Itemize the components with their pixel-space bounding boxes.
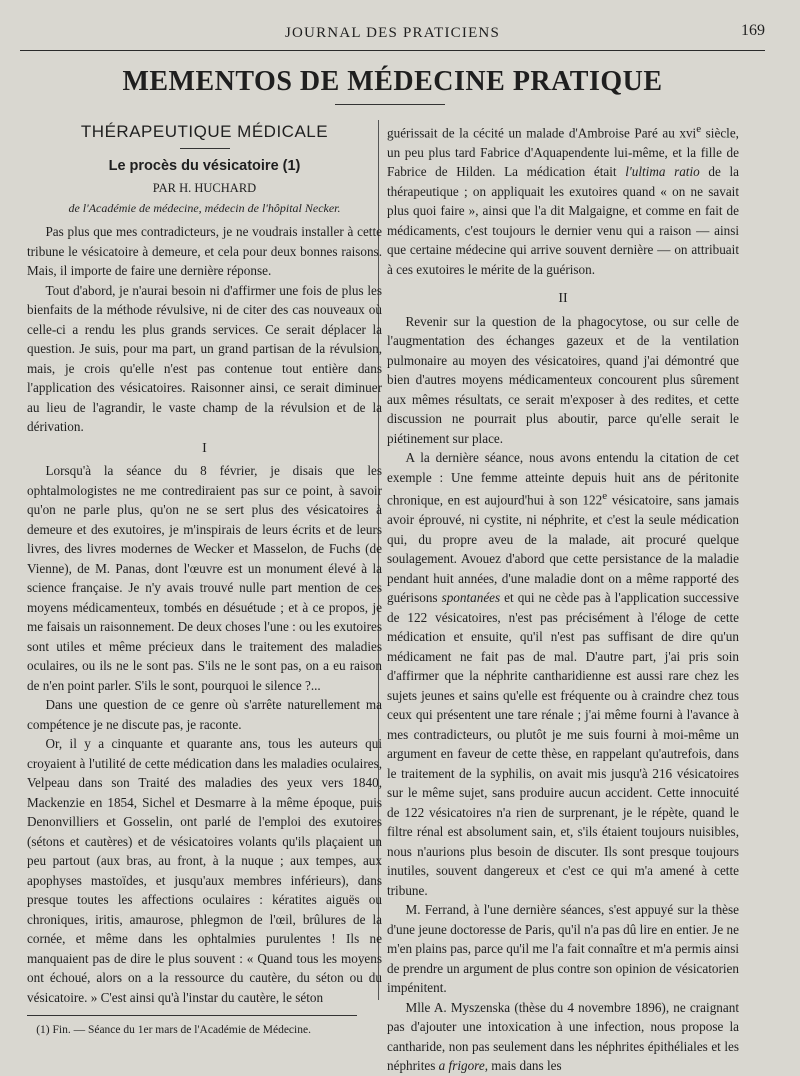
header-rule bbox=[20, 50, 765, 51]
section-number: II bbox=[558, 291, 568, 307]
italic-text: l'ultima ratio bbox=[625, 164, 700, 180]
title-rule bbox=[335, 104, 445, 105]
text-run: vésicatoire, sans jamais avoir éprouvé, ni cystite, ni néphrite, et c'est la seule médication qui, du propre aveu de la malade, ait procuré quelque soulagement. Avouez d'abord que cette persistance de la maladie pendant huit années, d'une maladie dont on a même rapporté des guérisons bbox=[387, 492, 739, 606]
footnote: (1) Fin. — Séance du 1er mars de l'Académie de Médecine. bbox=[36, 1024, 311, 1036]
paragraph: M. Ferrand, à l'une dernière séances, s'est appuyé sur la thèse d'une jeune doctoresse de Paris, qu'il n'a pas dû lire en entier. Je ne m'en plains pas, parce qu'il me l'a fait connaître et m'a permis ainsi de prendre un argument de plus contre son opinion de vésicatorien impénitent. bbox=[387, 902, 739, 996]
paragraph: Lorsqu'à la séance du 8 février, je disais que les ophtalmologistes ne me contrediraient pas sur ce point, à savoir qu'on ne parle plus, qu'on ne se sert plus des vésicatoires à demeure et des exutoires, je m'inspirais de leurs écrits et de leurs livres, des livres modernes de Wecker et Masselon, de Fuchs (de Vienne), de M. Panas, dont l'œuvre est un monument élevé à la science française. Je n'y avais trouvé nulle part mention de ces moyens médicamenteux, tombés en désuétude ; et à ce propos, je me faisais un raisonnement. De deux choses l'une : ou les exutoires sont utiles et même précieux dans le traitement des maladies oculaires, ou ils ne le sont pas. S'ils ne le sont pas, on a eu raison de n'en point parler. S'ils le sont, pourquoi le silence ?... bbox=[27, 463, 382, 693]
italic-text: spontanées bbox=[441, 590, 501, 606]
paragraph bbox=[387, 998, 739, 1076]
footnote-rule bbox=[27, 1015, 357, 1016]
author-byline: PAR H. HUCHARD bbox=[152, 181, 257, 195]
paragraph: Dans une question de ce genre où s'arrête naturellement ma compétence je ne discute pas, je raconte. bbox=[27, 697, 382, 732]
text-run: de la thérapeutique ; on appliquait les exutoires quand « on ne savait plus quoi faire », ainsi que l'a dit Malgaigne, et comme en fait de médicaments, c'est toujours le dernier venu qui a raison — ainsi que certaine médecine qui arrive souvent dernière — on attribuait à ces exutoires le mérite de la guérison. bbox=[387, 164, 739, 277]
paragraph: Or, il y a cinquante et quarante ans, tous les auteurs qui croyaient à l'utilité de cette médication dans les maladies oculaires, Velpeau dans son Traité des maladies des yeux vers 1840, Mackenzie en 1854, Sichel et Desmarre à la même époque, puis Denonvilliers et Gosselin, ont parlé de l'emploi des exutoires (sétons et cautères) et de vésicatoires volants qu'ils plaçaient un peu partout (aux bras, au front, à la nuque ; aux tempes, aux apophyses mastoïdes, et jusqu'aux membres inférieurs), dans presque toutes les affections oculaires : kératites aiguës ou chroniques, iritis, amaurose, phlegmon de l'œil, brûlures de la cornée, et même dans les ophtalmies purulentes ! Ils ne manquaient pas de dire le plus souvent : « Quand tous les moyens ont échoué, alors on a la ressource du cautère, du séton ou du vésicatoire. » C'est ainsi qu'à l'instar du cautère, le séton bbox=[27, 736, 382, 1005]
text-run: siècle, un peu plus tard Fabrice d'Aquapendente lui-même, et la fille de Fabrice de Hilden. La médication était bbox=[387, 125, 739, 180]
text-run: A la dernière séance, nous avons entendu la citation de cet exemple : Une femme atteinte depuis huit ans de péritonite chronique, en est aujourd'hui à son 122 bbox=[387, 450, 739, 508]
journal-name: JOURNAL DES PRATICIENS bbox=[284, 24, 501, 41]
superscript: e bbox=[602, 490, 608, 503]
paragraph: Pas plus que mes contradicteurs, je ne voudrais installer à cette tribune le vésicatoire à demeure, et cela pour deux bonnes raisons. Mais, il importe de faire une dernière réponse. bbox=[27, 224, 382, 278]
text-run: guérissait de la cécité un malade d'Ambroise Paré au xvi bbox=[387, 125, 697, 141]
author-affiliation: de l'Académie de médecine, médecin de l'hôpital Necker. bbox=[68, 200, 341, 215]
text-run: , mais dans les bbox=[484, 1058, 562, 1074]
paragraph bbox=[387, 448, 739, 900]
paragraph bbox=[387, 120, 739, 279]
article-title: Le procès du vésicatoire (1) bbox=[108, 157, 301, 174]
section-title: THÉRAPEUTIQUE MÉDICALE bbox=[80, 122, 329, 141]
paragraph: Revenir sur la question de la phagocytose, ou sur celle de l'augmentation des échanges gazeux et de la ventilation pulmonaire au moyen des vésicatoires, quand j'ai démontré que bien d'autres moyens médicamenteux concourent plus sûrement aux mêmes résultats, ce serait m'exposer à des redites, et cette discussion ne pourrait plus aboutir, parce qu'elle serait le piétinement sur place. bbox=[387, 313, 739, 446]
superscript: e bbox=[696, 123, 702, 135]
right-column bbox=[387, 120, 739, 1076]
left-column bbox=[27, 120, 382, 1041]
section-rule bbox=[180, 148, 230, 149]
text-run: Mlle A. Myszenska (thèse du 4 novembre 1896), ne craignant pas d'ajouter une intoxication à une infection, nous propose la cantharide, non pas seulement dans les néphrites épithéliales et les néphrites bbox=[387, 999, 739, 1074]
paragraph: Tout d'abord, je n'aurai besoin ni d'affirmer une fois de plus les bienfaits de la méthode révulsive, ni de citer des cas nouveaux où celle-ci a rendu les plus grands services. Ce serait déplacer la question. Je suis, pour ma part, un grand partisan de la révulsion, mais, je crois qu'elle n'est pas contenue tout entière dans l'application des vésicatoires. Raisonner ainsi, ce serait diminuer au lieu de l'agrandir, le vaste champ de la révulsion et de la dérivation. bbox=[27, 282, 382, 434]
page-title: MEMENTOS DE MÉDECINE PRATIQUE bbox=[122, 66, 663, 97]
text-run: et qui ne cède pas à l'application successive de 122 vésicatoires, n'est pas précisément à l'éloge de cette médication et ensuite, qu'il n'est pas suffisant de dire qu'un médicament ne fait pas de mal. D'autre part, j'ai pris soin d'affirmer que la néphrite cantharidienne est aussi rare chez les sujets jeunes et sains qu'elle est fréquente ou à craindre chez tous ceux qui présentent une tare rénale ; j'ai même fourni à l'avance à mes contradicteurs, ou plutôt je me suis fourni à moi-même un argument en faveur de cette thèse, en rappelant qu'autrefois, dans le traitement de la syphilis, on avait mis jusqu'à 216 vésicatoires sur le même sujet, sans produire aucun accident. Cette innocuité de 122 vésicatoires n'a rien de surprenant, je le répète, quand le filtre rénal est absolument sain, et, s'ils étaient toujours nuisibles, nous n'aurions plus besoin de discuter. Ils sont presque toujours inutiles, souvent dangereux et c'est ce qui m'a amené à cette tribune. bbox=[387, 590, 739, 898]
italic-text: a frigore bbox=[438, 1058, 485, 1074]
running-header bbox=[20, 22, 765, 44]
page-number: 169 bbox=[741, 22, 765, 39]
section-number: I bbox=[202, 440, 207, 456]
